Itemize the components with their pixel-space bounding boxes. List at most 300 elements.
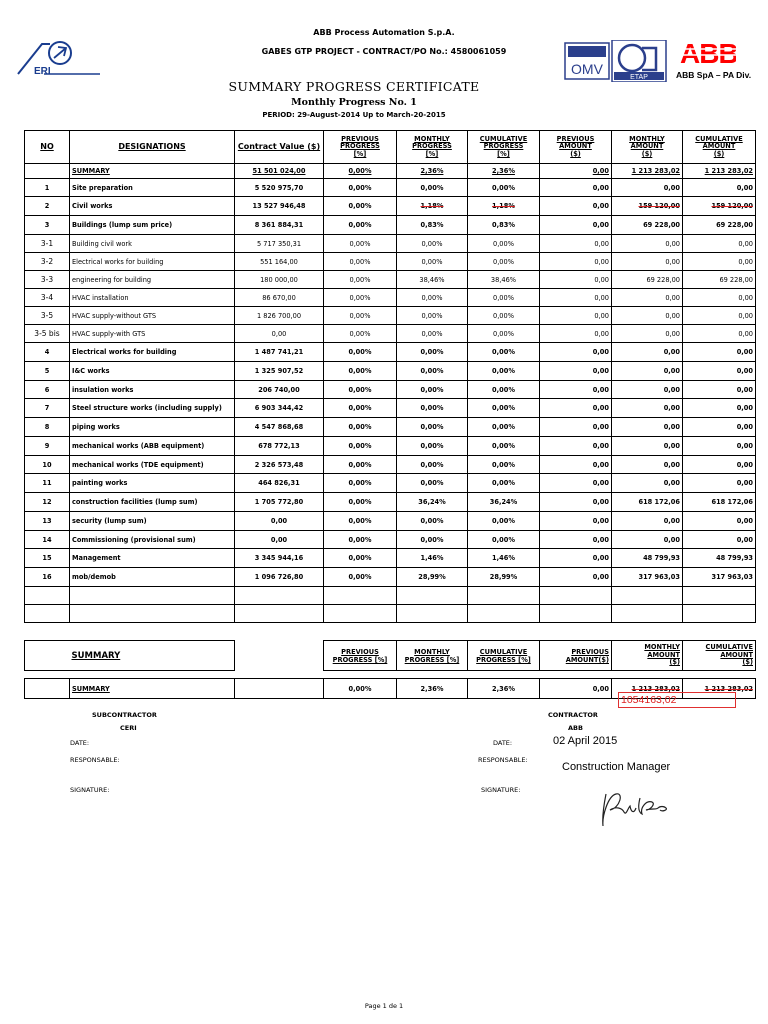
row-monthly-amount: 0,00 [612, 179, 683, 197]
handwritten-signature [596, 786, 676, 832]
row-monthly-progress: 0,00% [397, 307, 468, 325]
row-monthly-amount: 0,00 [612, 235, 683, 253]
row-no: 16 [25, 568, 70, 587]
table-row [25, 235, 756, 253]
row-monthly-progress: 2,36% [397, 164, 468, 179]
eri-logo-text: ERI [34, 66, 51, 77]
contractor-signature-label: SIGNATURE: [481, 786, 521, 794]
row-cumulative-amount: 0,00 [683, 307, 756, 325]
row-contract-value: 1 096 726,80 [235, 568, 324, 587]
row-contract-value: 5 520 975,70 [235, 179, 324, 197]
row-no: 8 [25, 418, 70, 437]
table-row [25, 253, 756, 271]
row-previous-progress: 0,00% [324, 493, 397, 512]
row-previous-progress: 0,00% [324, 164, 397, 179]
row-cumulative-amount: 0,00 [683, 418, 756, 437]
row-cumulative-progress: 0,00% [468, 253, 540, 271]
row-cumulative-progress [468, 587, 540, 605]
row-designation: Electrical works for building [70, 253, 235, 271]
summary-monthly-amount: 1 213 283,02 [612, 679, 683, 699]
row-cumulative-progress: 0,00% [468, 307, 540, 325]
row-previous-progress: 0,00% [324, 235, 397, 253]
row-cumulative-amount: 0,00 [683, 512, 756, 531]
table-header-row [25, 131, 756, 164]
row-contract-value: 8 361 884,31 [235, 216, 324, 235]
row-cumulative-progress: 38,46% [468, 271, 540, 289]
table-row [25, 493, 756, 512]
row-monthly-amount: 0,00 [612, 531, 683, 549]
row-monthly-progress: 28,99% [397, 568, 468, 587]
row-designation: security (lump sum) [70, 512, 235, 531]
summary-col-monthly-amount: MONTHLY AMOUNT ($) [612, 641, 683, 671]
row-designation: engineering for building [70, 271, 235, 289]
row-monthly-progress: 0,00% [397, 512, 468, 531]
table-row [25, 179, 756, 197]
row-no [25, 605, 70, 623]
subcontractor-signature-label: SIGNATURE: [70, 786, 110, 794]
row-cumulative-amount: 69 228,00 [683, 271, 756, 289]
row-designation: HVAC supply-with GTS [70, 325, 235, 343]
row-contract-value: 180 000,00 [235, 271, 324, 289]
table-row [25, 456, 756, 474]
summary-previous-progress: 0,00% [324, 679, 397, 699]
col-previous-progress: PREVIOUS PROGRESS [%] [324, 131, 397, 164]
row-monthly-amount: 69 228,00 [612, 271, 683, 289]
row-monthly-amount [612, 587, 683, 605]
row-previous-progress: 0,00% [324, 197, 397, 216]
table-row [25, 512, 756, 531]
row-previous-progress: 0,00% [324, 399, 397, 418]
row-cumulative-progress: 0,00% [468, 512, 540, 531]
row-designation: painting works [70, 474, 235, 493]
row-previous-amount: 0,00 [540, 549, 612, 568]
row-monthly-amount: 159 120,00 [612, 197, 683, 216]
summary-cumulative-amount: 1 213 283,02 [683, 679, 756, 699]
row-designation: Civil works [70, 197, 235, 216]
row-previous-progress: 0,00% [324, 418, 397, 437]
row-cumulative-amount: 0,00 [683, 325, 756, 343]
page-title: SUMMARY PROGRESS CERTIFICATE [228, 79, 480, 94]
row-previous-amount: 0,00 [540, 399, 612, 418]
row-cumulative-amount: 0,00 [683, 343, 756, 362]
row-monthly-progress: 0,00% [397, 289, 468, 307]
row-no: 9 [25, 437, 70, 456]
row-cumulative-progress: 0,83% [468, 216, 540, 235]
row-designation [70, 605, 235, 623]
row-contract-value: 1 826 700,00 [235, 307, 324, 325]
page-subtitle: Monthly Progress No. 1 [291, 97, 417, 108]
row-monthly-progress: 0,00% [397, 381, 468, 399]
row-contract-value: 13 527 946,48 [235, 197, 324, 216]
contractor-title: CONTRACTOR [548, 711, 598, 719]
omv-logo-text: OMV [571, 61, 603, 77]
row-monthly-amount: 0,00 [612, 325, 683, 343]
row-previous-progress: 0,00% [324, 362, 397, 381]
contractor-date: 02 April 2015 [553, 735, 618, 747]
table-row [25, 164, 756, 179]
row-previous-progress: 0,00% [324, 307, 397, 325]
row-no: 12 [25, 493, 70, 512]
row-contract-value: 464 826,31 [235, 474, 324, 493]
row-contract-value [235, 605, 324, 623]
row-no: 6 [25, 381, 70, 399]
row-no: 3-5 [25, 307, 70, 325]
row-no: 15 [25, 549, 70, 568]
row-cumulative-progress: 0,00% [468, 362, 540, 381]
row-designation: Building civil work [70, 235, 235, 253]
table-row [25, 362, 756, 381]
row-previous-amount: 0,00 [540, 474, 612, 493]
row-contract-value: 2 326 573,48 [235, 456, 324, 474]
row-monthly-amount: 0,00 [612, 343, 683, 362]
table-row [25, 343, 756, 362]
table-row [25, 587, 756, 605]
row-no [25, 587, 70, 605]
table-row [25, 399, 756, 418]
table-row [25, 437, 756, 456]
col-no: NO [25, 131, 70, 164]
row-previous-amount: 0,00 [540, 531, 612, 549]
table-row [25, 197, 756, 216]
contractor-date-label: DATE: [493, 739, 513, 747]
row-previous-progress: 0,00% [324, 456, 397, 474]
abb-division: ABB SpA – PA Div. [676, 70, 752, 80]
row-contract-value: 1 487 741,21 [235, 343, 324, 362]
table-row [25, 325, 756, 343]
row-contract-value [235, 587, 324, 605]
table-body [25, 164, 756, 623]
row-monthly-amount: 618 172,06 [612, 493, 683, 512]
row-previous-progress: 0,00% [324, 512, 397, 531]
col-designations: DESIGNATIONS [70, 131, 235, 164]
table-row [25, 418, 756, 437]
row-monthly-progress: 0,00% [397, 362, 468, 381]
row-cumulative-amount [683, 587, 756, 605]
row-no [25, 164, 70, 179]
row-previous-amount: 0,00 [540, 512, 612, 531]
row-cumulative-progress: 1,46% [468, 549, 540, 568]
row-cumulative-progress: 0,00% [468, 325, 540, 343]
row-designation: piping works [70, 418, 235, 437]
row-previous-amount: 0,00 [540, 289, 612, 307]
row-cumulative-amount: 0,00 [683, 531, 756, 549]
col-monthly-progress: MONTHLY PROGRESS [%] [397, 131, 468, 164]
row-contract-value: 678 772,13 [235, 437, 324, 456]
row-no: 14 [25, 531, 70, 549]
row-monthly-amount: 0,00 [612, 437, 683, 456]
row-designation: Steel structure works (including supply) [70, 399, 235, 418]
row-monthly-progress [397, 605, 468, 623]
row-monthly-progress: 36,24% [397, 493, 468, 512]
row-cumulative-amount: 0,00 [683, 437, 756, 456]
row-cumulative-progress: 0,00% [468, 399, 540, 418]
row-cumulative-progress: 0,00% [468, 456, 540, 474]
table-row [25, 271, 756, 289]
col-cumulative-amount: CUMULATIVE AMOUNT ($) [683, 131, 756, 164]
row-monthly-progress: 0,00% [397, 253, 468, 271]
row-previous-amount: 0,00 [540, 307, 612, 325]
row-previous-progress: 0,00% [324, 381, 397, 399]
row-designation: Management [70, 549, 235, 568]
row-cumulative-progress: 0,00% [468, 381, 540, 399]
row-cumulative-progress: 0,00% [468, 418, 540, 437]
row-previous-amount: 0,00 [540, 325, 612, 343]
row-monthly-progress: 0,00% [397, 437, 468, 456]
table-row [25, 216, 756, 235]
page-number: Page 1 de 1 [364, 1002, 404, 1010]
row-no: 1 [25, 179, 70, 197]
row-cumulative-amount: 0,00 [683, 179, 756, 197]
row-cumulative-amount: 618 172,06 [683, 493, 756, 512]
row-designation: insulation works [70, 381, 235, 399]
row-cumulative-progress: 0,00% [468, 474, 540, 493]
summary-col-cumulative-amount: CUMULATIVE AMOUNT ($) [683, 641, 756, 671]
summary-col-cumulative-progress: CUMULATIVE PROGRESS [%] [468, 641, 540, 671]
table-row [25, 568, 756, 587]
row-no: 3-5 bis [25, 325, 70, 343]
row-previous-progress: 0,00% [324, 549, 397, 568]
summary-header-row [25, 641, 756, 671]
col-monthly-amount: MONTHLY AMOUNT ($) [612, 131, 683, 164]
row-contract-value: 51 501 024,00 [235, 164, 324, 179]
row-monthly-progress [397, 587, 468, 605]
row-monthly-amount: 0,00 [612, 474, 683, 493]
row-designation: mob/demob [70, 568, 235, 587]
row-cumulative-amount: 48 799,93 [683, 549, 756, 568]
row-previous-amount: 0,00 [540, 253, 612, 271]
row-previous-progress: 0,00% [324, 343, 397, 362]
row-designation: construction facilities (lump sum) [70, 493, 235, 512]
row-monthly-progress: 0,00% [397, 325, 468, 343]
row-contract-value: 551 164,00 [235, 253, 324, 271]
row-cumulative-progress: 0,00% [468, 343, 540, 362]
row-previous-amount: 0,00 [540, 164, 612, 179]
row-cumulative-amount: 317 963,03 [683, 568, 756, 587]
summary-col-previous-progress: PREVIOUS PROGRESS [%] [324, 641, 397, 671]
row-previous-progress: 0,00% [324, 216, 397, 235]
row-previous-amount: 0,00 [540, 362, 612, 381]
col-previous-amount: PREVIOUS AMOUNT ($) [540, 131, 612, 164]
handwritten-correction: 1054163,02 [618, 692, 736, 708]
row-previous-amount: 0,00 [540, 381, 612, 399]
row-cumulative-amount: 0,00 [683, 456, 756, 474]
row-contract-value: 6 903 344,42 [235, 399, 324, 418]
summary-table [24, 640, 756, 699]
row-cumulative-progress: 2,36% [468, 164, 540, 179]
row-previous-progress: 0,00% [324, 531, 397, 549]
row-no: 10 [25, 456, 70, 474]
row-previous-amount: 0,00 [540, 343, 612, 362]
subcontractor-name: CERI [120, 724, 137, 732]
project-reference: GABES GTP PROJECT - CONTRACT/PO No.: 4580061059 [261, 47, 507, 56]
subcontractor-title: SUBCONTRACTOR [92, 711, 157, 719]
etap-logo-text: ETAP [630, 74, 648, 81]
row-designation: Commissioning (provisional sum) [70, 531, 235, 549]
row-designation: Site preparation [70, 179, 235, 197]
progress-table [24, 130, 756, 623]
col-contract-value: Contract Value ($) [235, 131, 324, 164]
row-monthly-amount: 0,00 [612, 418, 683, 437]
row-previous-amount: 0,00 [540, 493, 612, 512]
row-cumulative-amount: 0,00 [683, 399, 756, 418]
table-row [25, 474, 756, 493]
row-previous-progress: 0,00% [324, 271, 397, 289]
row-contract-value: 206 740,00 [235, 381, 324, 399]
period: PERIOD: 29-August-2014 Up to March-20-2015 [262, 111, 446, 119]
summary-cumulative-progress: 2,36% [468, 679, 540, 699]
row-contract-value: 1 705 772,80 [235, 493, 324, 512]
row-monthly-amount: 0,00 [612, 289, 683, 307]
row-previous-amount: 0,00 [540, 456, 612, 474]
row-monthly-amount [612, 605, 683, 623]
row-monthly-amount: 0,00 [612, 512, 683, 531]
row-contract-value: 0,00 [235, 531, 324, 549]
summary-row-label: SUMMARY [70, 679, 235, 699]
abb-logo [676, 35, 736, 71]
row-previous-amount: 0,00 [540, 179, 612, 197]
row-previous-amount: 0,00 [540, 418, 612, 437]
row-previous-progress: 0,00% [324, 474, 397, 493]
row-cumulative-progress: 0,00% [468, 289, 540, 307]
row-previous-amount: 0,00 [540, 216, 612, 235]
row-cumulative-amount: 0,00 [683, 289, 756, 307]
row-designation: HVAC supply-without GTS [70, 307, 235, 325]
row-cumulative-progress: 0,00% [468, 235, 540, 253]
row-monthly-amount: 0,00 [612, 381, 683, 399]
row-monthly-progress: 1,46% [397, 549, 468, 568]
row-previous-amount: 0,00 [540, 235, 612, 253]
row-previous-progress: 0,00% [324, 568, 397, 587]
row-no: 5 [25, 362, 70, 381]
table-row [25, 289, 756, 307]
row-designation: Buildings (lump sum price) [70, 216, 235, 235]
row-previous-progress [324, 605, 397, 623]
subcontractor-responsable-label: RESPONSABLE: [70, 756, 120, 764]
row-no: 4 [25, 343, 70, 362]
row-cumulative-amount: 0,00 [683, 362, 756, 381]
row-cumulative-progress: 1,18% [468, 197, 540, 216]
row-no: 2 [25, 197, 70, 216]
table-row [25, 307, 756, 325]
row-monthly-amount: 0,00 [612, 399, 683, 418]
row-cumulative-amount: 1 213 283,02 [683, 164, 756, 179]
summary-col-previous-amount: PREVIOUS AMOUNT($) [540, 641, 612, 671]
row-designation: Electrical works for building [70, 343, 235, 362]
row-no: 3-4 [25, 289, 70, 307]
row-contract-value: 4 547 868,68 [235, 418, 324, 437]
row-previous-amount: 0,00 [540, 197, 612, 216]
row-monthly-progress: 0,00% [397, 343, 468, 362]
row-cumulative-progress: 28,99% [468, 568, 540, 587]
subcontractor-date-label: DATE: [70, 739, 90, 747]
row-no: 3-1 [25, 235, 70, 253]
row-monthly-progress: 0,00% [397, 474, 468, 493]
row-monthly-amount: 48 799,93 [612, 549, 683, 568]
row-previous-amount: 0,00 [540, 437, 612, 456]
row-cumulative-amount: 159 120,00 [683, 197, 756, 216]
row-designation: mechanical works (ABB equipment) [70, 437, 235, 456]
row-monthly-progress: 0,00% [397, 456, 468, 474]
table-row [25, 605, 756, 623]
row-contract-value: 5 717 350,31 [235, 235, 324, 253]
row-cumulative-amount: 0,00 [683, 474, 756, 493]
row-contract-value: 0,00 [235, 512, 324, 531]
row-no: 3-2 [25, 253, 70, 271]
row-designation [70, 587, 235, 605]
row-no: 13 [25, 512, 70, 531]
omv-etap-logo [564, 40, 668, 82]
row-previous-progress: 0,00% [324, 325, 397, 343]
row-cumulative-progress [468, 605, 540, 623]
row-designation: HVAC installation [70, 289, 235, 307]
row-previous-progress [324, 587, 397, 605]
row-cumulative-progress: 36,24% [468, 493, 540, 512]
summary-title: SUMMARY [70, 641, 235, 671]
row-cumulative-progress: 0,00% [468, 531, 540, 549]
row-no: 7 [25, 399, 70, 418]
row-monthly-amount: 1 213 283,02 [612, 164, 683, 179]
row-cumulative-amount: 0,00 [683, 381, 756, 399]
summary-monthly-progress: 2,36% [397, 679, 468, 699]
row-contract-value: 3 345 944,16 [235, 549, 324, 568]
company-name: ABB Process Automation S.p.A. [313, 28, 455, 37]
row-monthly-amount: 69 228,00 [612, 216, 683, 235]
row-no: 3-3 [25, 271, 70, 289]
summary-col-monthly-progress: MONTHLY PROGRESS [%] [397, 641, 468, 671]
row-previous-progress: 0,00% [324, 437, 397, 456]
row-monthly-progress: 38,46% [397, 271, 468, 289]
row-monthly-progress: 0,00% [397, 531, 468, 549]
row-no: 3 [25, 216, 70, 235]
row-cumulative-amount: 0,00 [683, 253, 756, 271]
row-cumulative-amount: 69 228,00 [683, 216, 756, 235]
row-previous-progress: 0,00% [324, 253, 397, 271]
row-monthly-amount: 0,00 [612, 253, 683, 271]
row-monthly-progress: 0,00% [397, 179, 468, 197]
row-monthly-progress: 1,18% [397, 197, 468, 216]
row-previous-amount [540, 587, 612, 605]
row-cumulative-amount: 0,00 [683, 235, 756, 253]
row-monthly-amount: 317 963,03 [612, 568, 683, 587]
row-cumulative-progress: 0,00% [468, 437, 540, 456]
col-cumulative-progress: CUMULATIVE PROGRESS [%] [468, 131, 540, 164]
contractor-role: Construction Manager [562, 761, 671, 773]
row-monthly-progress: 0,00% [397, 399, 468, 418]
row-monthly-amount: 0,00 [612, 307, 683, 325]
row-monthly-progress: 0,00% [397, 418, 468, 437]
row-previous-amount: 0,00 [540, 568, 612, 587]
table-row [25, 381, 756, 399]
row-previous-amount: 0,00 [540, 271, 612, 289]
row-contract-value: 1 325 907,52 [235, 362, 324, 381]
row-contract-value: 0,00 [235, 325, 324, 343]
row-monthly-progress: 0,00% [397, 235, 468, 253]
table-row [25, 549, 756, 568]
row-designation: I&C works [70, 362, 235, 381]
row-monthly-amount: 0,00 [612, 456, 683, 474]
row-monthly-amount: 0,00 [612, 362, 683, 381]
abb-logo-text: ABB [680, 38, 736, 69]
row-cumulative-amount [683, 605, 756, 623]
table-row [25, 531, 756, 549]
row-no: 11 [25, 474, 70, 493]
row-previous-progress: 0,00% [324, 289, 397, 307]
row-previous-progress: 0,00% [324, 179, 397, 197]
eri-logo [14, 38, 106, 78]
row-designation: mechanical works (TDE equipment) [70, 456, 235, 474]
row-designation: SUMMARY [70, 164, 235, 179]
row-previous-amount [540, 605, 612, 623]
